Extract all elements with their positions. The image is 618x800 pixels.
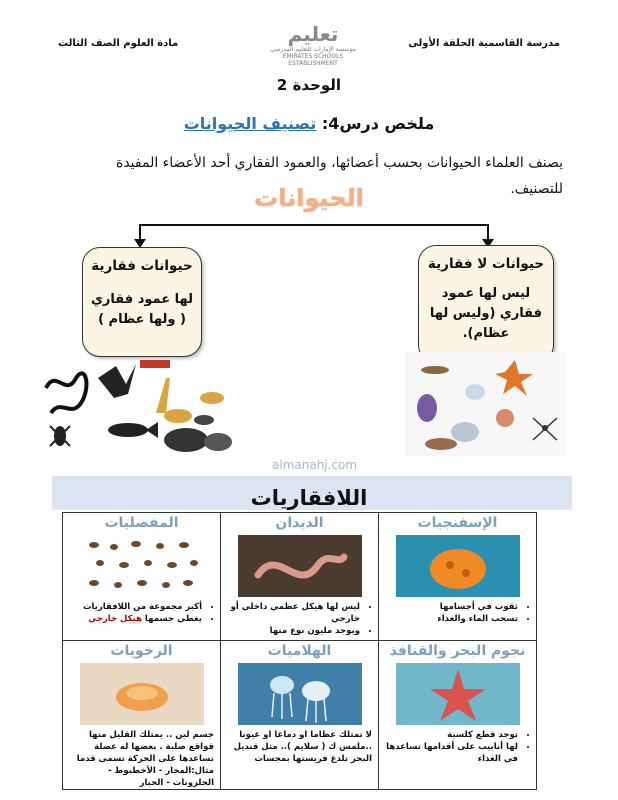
lesson-prefix: ملخص درس4: bbox=[321, 114, 435, 133]
invertebrates-image bbox=[405, 352, 567, 456]
cell-list bbox=[383, 601, 530, 625]
jellyfish-image bbox=[238, 663, 362, 725]
invertebrates-box bbox=[418, 245, 554, 363]
cell-title: الهلاميات bbox=[267, 643, 332, 659]
cell-text: جسم لين .. يمتلك القليل منها قواقع صلبة . بعضها له عضلة تساعدها على الحركة تسمى قدما مثال:المحار - الأخطبوط - الحلزونات - الحبار bbox=[76, 730, 214, 788]
school-name: مدرسة القاسمية الحلقة الأولى bbox=[408, 38, 560, 49]
cell-text: لا تمتلك عظاما او دماغا او عيونا ..ملمس ك ( سلايم ).. مثل قنديل البحر تلدغ فريستها بمجسات bbox=[233, 730, 372, 764]
vertebrates-image bbox=[36, 358, 232, 458]
vertebrates-title: حيوانات فقارية bbox=[91, 258, 193, 274]
intro-text: يصنف العلماء الحيوانات بحسب أعضائها، والعمود الفقاري أحد الأعضاء المفيدة للتصنيف. bbox=[115, 155, 563, 197]
logo-sub-ar: مؤسسة الإمارات للتعليم المدرسي bbox=[270, 46, 356, 53]
list-item: • توجد قطع كلسية bbox=[383, 729, 518, 741]
cell-title: الديدان bbox=[275, 515, 324, 531]
list-item: • يغطي جسمها هيكل خارجي bbox=[67, 613, 202, 625]
invertebrates-line3: عظام). bbox=[462, 326, 510, 341]
list-item: • ويوجد مليون نوع منها bbox=[225, 625, 360, 637]
invertebrates-title: حيوانات لا فقارية bbox=[427, 256, 545, 272]
cell-arthropods bbox=[63, 513, 221, 641]
watermark: almanahj.com bbox=[272, 458, 358, 472]
cell-title: الإسفنجيات bbox=[417, 515, 498, 531]
cell-title: نجوم البحر والقنافذ bbox=[389, 643, 526, 659]
cell-list bbox=[225, 601, 372, 637]
invertebrates-line2: فقاري (وليس لها bbox=[429, 306, 543, 321]
logo-sub-en: EMIRATES SCHOOLS ESTABLISHMENT bbox=[282, 53, 344, 67]
cell-list bbox=[383, 729, 530, 765]
list-item: • لها أنابيب على أقدامها تساعدها في الغذاء bbox=[383, 741, 518, 765]
cell-echinoderms bbox=[379, 641, 537, 790]
highlight-text: هيكل خارجي bbox=[88, 614, 142, 624]
list-item: • أكبر مجموعة من اللافقاريات bbox=[67, 601, 202, 613]
logo bbox=[268, 22, 358, 67]
list-item: • ثقوب في أجسامها bbox=[383, 601, 518, 613]
logo-text: تعليم bbox=[287, 22, 339, 46]
lesson-title bbox=[0, 114, 618, 133]
invertebrates-line1: ليس لها عمود bbox=[441, 286, 531, 301]
list-item: • تسحب الماء والغذاء bbox=[383, 613, 518, 625]
cell-title: الرخويات bbox=[110, 643, 173, 659]
cell-mollusks bbox=[63, 641, 221, 790]
unit-title: الوحدة 2 bbox=[276, 76, 342, 94]
mollusk-image bbox=[80, 663, 204, 725]
vertebrates-line1: لها عمود فقاري bbox=[91, 292, 193, 307]
vertebrates-box bbox=[82, 247, 202, 357]
subject-label: مادة العلوم الصف الثالث bbox=[58, 38, 179, 49]
cell-list bbox=[67, 601, 214, 625]
invertebrates-table bbox=[62, 512, 537, 790]
sponge-image bbox=[396, 535, 520, 597]
vertebrates-line2: ( ولها عظام ) bbox=[98, 312, 186, 327]
worm-image bbox=[238, 535, 362, 597]
invertebrates-section-title: اللافقاريات bbox=[250, 486, 368, 510]
cell-cnidarians bbox=[221, 641, 379, 790]
cell-title: المفصليات bbox=[104, 515, 179, 531]
cell-worms bbox=[221, 513, 379, 641]
lesson-topic: تصنيف الحيوانات bbox=[183, 114, 317, 133]
list-item: • ليس لها هيكل عظمي داخلي أو خارجي bbox=[225, 601, 360, 625]
cell-sponges bbox=[379, 513, 537, 641]
diagram-title: الحيوانات bbox=[254, 184, 364, 212]
arthropods-image bbox=[80, 535, 204, 597]
starfish-image bbox=[396, 663, 520, 725]
